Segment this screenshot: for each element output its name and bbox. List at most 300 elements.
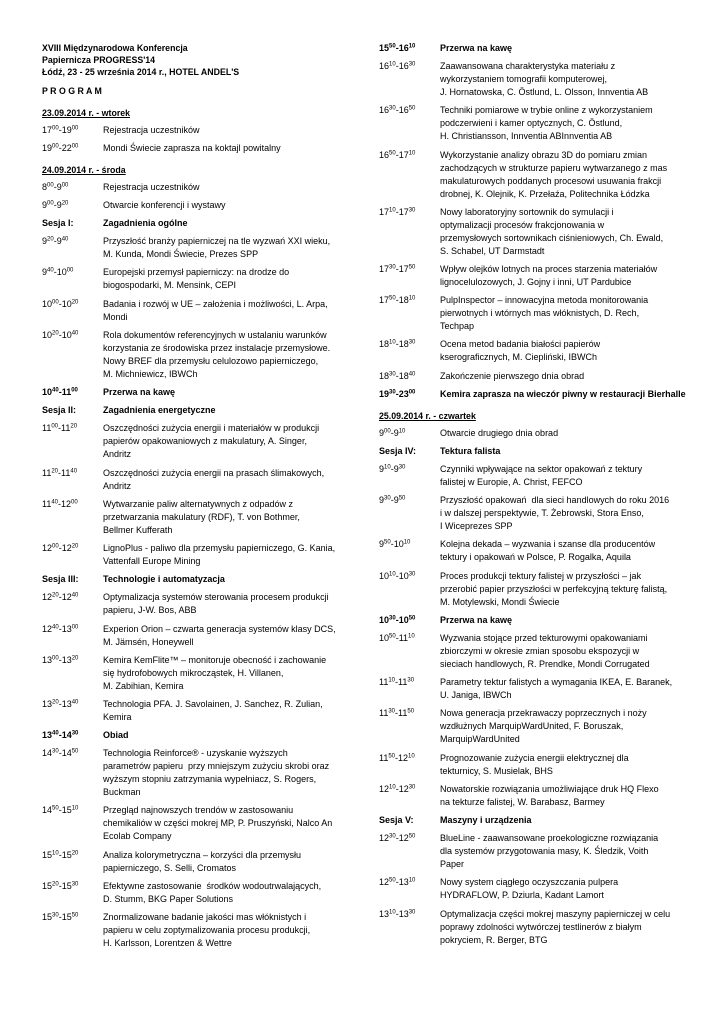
time-end-hour: 13 — [398, 877, 409, 888]
time-start-minute: 00 — [52, 125, 59, 131]
row-time — [379, 752, 440, 765]
time-end-hour: 10 — [56, 267, 67, 278]
time-start-minute: 10 — [389, 571, 396, 578]
row-time — [42, 654, 103, 667]
time-start-hour: 19 — [379, 388, 390, 399]
time-separator: - — [395, 206, 399, 217]
row-description: Parametry tektur falistych a wymagania IKEA, E. Baranek, U. Janiga, IBWCh — [440, 677, 673, 701]
row-description: PulpInspector – innowacyjna metoda monitorowania pierwotnych i wtórnych mas włóknistych, D. Rech, Techpap — [440, 295, 649, 332]
time-start-hour: 11 — [42, 498, 52, 509]
time-end-hour: 17 — [398, 149, 409, 160]
time-separator: - — [58, 730, 62, 741]
row-description: Przerwa na kawę — [103, 387, 176, 397]
time-end-minute: 40 — [71, 592, 79, 599]
row-description: Przyszłość opakowań dla sieci handlowych do roku 2016 i w dalszej perspektywie, T. Żebrowski, Stora Enso, I Wiceprezes SPP — [440, 495, 670, 532]
row-time — [379, 42, 440, 55]
time-start-hour: 11 — [379, 677, 389, 688]
time-separator: - — [58, 592, 62, 603]
row-description: Optymalizacja części mokrej maszyny papierniczej w celu poprawy zdolności wytwórczej testlinerów z białym pokryciem, R. Berger, BTG — [440, 908, 671, 945]
time-end-minute: 40 — [71, 699, 79, 706]
row-description: Europejski przemysł papierniczy: na drodze do biogospodarki, M. Mensink, CEPI — [103, 267, 290, 291]
time-start-minute: 30 — [389, 615, 396, 622]
program-row — [42, 266, 364, 292]
time-separator: - — [395, 370, 399, 381]
time-start-hour: 12 — [379, 833, 390, 844]
row-time — [379, 876, 440, 889]
time-separator: - — [58, 142, 62, 153]
row-description: Oszczędności zużycia energii na prasach ślimakowych, Andritz — [103, 467, 325, 491]
time-separator: - — [395, 295, 399, 306]
time-end-hour: 14 — [61, 748, 72, 759]
time-end-hour: 18 — [398, 295, 409, 306]
time-start-hour: 10 — [42, 387, 53, 397]
row-description: Wytwarzanie paliw alternatywnych z odpadów z przetwarzania makulatury (RDF), T. von Bothmer, Bellmer Kufferath — [103, 498, 300, 535]
time-start-minute: 40 — [52, 624, 59, 630]
program-row — [379, 632, 715, 671]
conference-subtitle: Papiernicza PROGRESS'14 — [42, 55, 156, 65]
time-end-minute: 00 — [408, 389, 416, 396]
row-time — [42, 849, 103, 862]
session-label: Sesja V: — [379, 814, 414, 825]
time-end-minute: 10 — [408, 633, 415, 640]
row-description: Ocena metod badania białości papierów kserograficznych, M. Ciepliński, IBWCh — [440, 339, 601, 363]
highlight-row — [379, 42, 715, 55]
row-description: BlueLine - zaawansowane proekologiczne rozwiązania dla systemów przygotowania masy, K. Śledzik, Voith Paper — [440, 833, 659, 870]
program-row — [379, 707, 715, 746]
time-separator: - — [395, 708, 399, 719]
time-start-minute: 20 — [51, 468, 59, 475]
time-start-minute: 00 — [47, 182, 54, 189]
row-description: Technologia PFA. J. Savolainen, J. Sanchez, R. Zulian, Kemira — [103, 698, 323, 722]
time-end-minute: 50 — [408, 615, 416, 622]
time-separator: - — [53, 181, 57, 192]
right-column — [379, 42, 715, 952]
program-row — [42, 654, 364, 693]
time-separator: - — [58, 329, 62, 340]
row-time — [42, 911, 103, 924]
time-start-hour: 15 — [379, 43, 390, 53]
time-separator: - — [395, 833, 399, 844]
program-row — [42, 422, 364, 461]
time-end-minute: 50 — [398, 495, 406, 502]
time-start-minute: 20 — [52, 592, 59, 599]
program-row — [379, 206, 715, 258]
time-start-minute: 10 — [384, 464, 391, 471]
program-row — [379, 494, 715, 533]
row-time — [379, 494, 440, 507]
program-row — [379, 338, 715, 364]
time-end-minute: 40 — [408, 371, 416, 377]
time-separator: - — [58, 498, 62, 509]
program-row — [42, 623, 364, 649]
time-end-hour: 22 — [61, 142, 72, 153]
time-end-minute: 00 — [61, 182, 69, 189]
time-start-hour: 10 — [379, 614, 390, 625]
time-end-hour: 9 — [56, 236, 62, 247]
row-time — [42, 467, 103, 480]
program-row — [379, 876, 715, 902]
time-separator: - — [395, 149, 399, 160]
row-time — [42, 386, 103, 399]
time-start-hour: 16 — [379, 105, 390, 116]
time-start-minute: 30 — [52, 912, 59, 919]
time-start-hour: 14 — [42, 748, 53, 759]
program-row — [42, 329, 364, 381]
time-start-hour: 9 — [42, 267, 48, 278]
time-end-minute: 00 — [71, 624, 79, 630]
time-start-hour: 13 — [42, 654, 53, 665]
time-end-minute: 20 — [71, 543, 79, 550]
time-start-hour: 16 — [379, 61, 390, 72]
time-end-minute: 10 — [408, 877, 416, 884]
row-description: Czynniki wpływające na sektor opakowań z tektury falistej w Europie, A. Christ, FEFCO — [440, 464, 643, 488]
time-start-minute: 30 — [388, 708, 396, 715]
time-start-minute: 40 — [52, 730, 59, 737]
time-end-minute: 50 — [408, 833, 416, 840]
time-start-minute: 20 — [52, 699, 59, 706]
time-separator: - — [395, 877, 399, 888]
row-time — [42, 698, 103, 711]
row-time — [379, 427, 440, 440]
row-description: Rola dokumentów referencyjnych w ustalaniu warunków korzystania ze środowiska przez instalacje przemysłowe. Nowy BREF dla przemysłu celulozowo papierniczego, M. Michniewicz, IBWCh — [103, 329, 331, 379]
time-start-hour: 17 — [379, 206, 390, 217]
row-time — [42, 142, 103, 155]
row-description: Rejestracja uczestników — [103, 181, 200, 192]
time-end-hour: 9 — [393, 427, 399, 438]
time-separator: - — [390, 464, 394, 475]
time-separator: - — [53, 199, 57, 210]
row-description: Przerwa na kawę — [440, 614, 513, 625]
time-start-minute: 30 — [389, 105, 396, 112]
time-start-minute: 40 — [47, 267, 54, 274]
session-label: Sesja III: — [42, 574, 79, 585]
time-end-minute: 20 — [71, 850, 79, 857]
row-description: Nowy laboratoryjny sortownik do symulacji i optymalizacji procesów frakcjonowania w przemysłowych sortownikach ciśnieniowych, Ch. Ewald, S. Schabel, UT Darmstadt — [440, 206, 664, 256]
time-separator: - — [395, 614, 399, 625]
time-separator: - — [395, 105, 399, 116]
time-end-minute: 10 — [408, 150, 416, 157]
time-start-hour: 17 — [42, 124, 53, 135]
time-end-hour: 10 — [393, 539, 404, 550]
time-separator: - — [58, 654, 62, 665]
row-description: Badania i rozwój w UE – założenia i możliwości, L. Arpa, Mondi — [103, 298, 328, 322]
time-separator: - — [58, 849, 62, 860]
conference-venue: Łódź, 23 - 25 września 2014 r., HOTEL ANDEL'S — [42, 67, 240, 77]
row-description: Nowa generacja przekrawaczy poprzecznych i noży wzdłużnych MarquipWardUnited, F. Boruszak, MarquipWardUnited — [440, 708, 647, 745]
time-start-minute: 10 — [389, 909, 396, 915]
time-end-minute: 10 — [398, 428, 406, 435]
row-time — [42, 880, 103, 893]
row-time — [42, 235, 103, 248]
session-title: Zagadnienia energetyczne — [103, 405, 216, 416]
time-end-hour: 13 — [61, 623, 72, 634]
time-end-hour: 11 — [61, 387, 72, 397]
program-row — [379, 104, 715, 143]
program-row — [379, 149, 715, 201]
session-label: Sesja II: — [42, 405, 77, 416]
row-description: Wpływ olejków lotnych na proces starzenia materiałów lignocelulozowych, J. Gojny i inni, UT Pardubice — [440, 263, 658, 287]
row-description: Kemira KemFlite™ – monitoruje obecność i zachowanie się hydrofobowych mikrocząstek, H. Villanen, M. Zabihian, Kemira — [103, 654, 327, 691]
time-end-hour: 9 — [393, 495, 399, 506]
row-description: Zakończenie pierwszego dnia obrad — [440, 370, 585, 381]
time-start-minute: 50 — [389, 150, 396, 157]
program-row — [42, 747, 364, 799]
time-end-hour: 12 — [398, 752, 409, 763]
time-separator: - — [395, 677, 399, 688]
time-end-minute: 30 — [407, 677, 415, 684]
time-start-minute: 50 — [389, 877, 396, 884]
program-row — [42, 542, 364, 568]
time-end-hour: 13 — [398, 908, 409, 919]
time-start-hour: 17 — [379, 263, 390, 274]
time-end-hour: 11 — [398, 677, 408, 688]
time-start-hour: 10 — [379, 633, 390, 643]
time-start-hour: 19 — [42, 142, 53, 153]
row-time — [42, 124, 103, 137]
time-start-minute: 30 — [389, 371, 396, 377]
row-time — [379, 908, 440, 921]
program-row — [379, 908, 715, 947]
time-start-minute: 00 — [51, 423, 59, 430]
highlight-row — [42, 729, 364, 742]
time-end-hour: 12 — [61, 592, 72, 603]
row-time — [379, 570, 440, 583]
session-title: Zagadnienia ogólne — [103, 218, 188, 229]
program-row — [42, 591, 364, 617]
time-start-hour: 9 — [379, 495, 385, 506]
row-description: Kolejna dekada – wyzwania i szanse dla producentów tektury i opakowań w Polsce, P. Rogalka, Aquila — [440, 539, 656, 563]
time-end-hour: 17 — [398, 206, 409, 217]
time-end-minute: 50 — [408, 264, 416, 271]
time-start-minute: 00 — [52, 655, 59, 662]
row-time — [42, 747, 103, 760]
program-row — [42, 698, 364, 724]
row-time — [42, 422, 103, 435]
row-description: Wykorzystanie analizy obrazu 3D do pomiaru zmian zachodzących w strukturze papieru wytwarzanego z mas makulaturowych poddanych procesowi usuwania frakcji drobnej, K. Olejnik, K. Przełaźa, Politechnika Łódzka — [440, 149, 668, 199]
time-start-minute: 30 — [52, 748, 59, 755]
time-separator: - — [390, 539, 394, 550]
program-row — [379, 263, 715, 289]
time-separator: - — [395, 570, 399, 581]
time-start-hour: 9 — [379, 464, 385, 475]
row-description: Wyzwania stojące przed tekturowymi opakowaniami zbiorczymi w okresie zmian sposobu ekspozycji w sieciach handlowych, R. Prendke, Mondi Corrugated — [440, 633, 650, 669]
row-time — [379, 832, 440, 845]
time-start-minute: 40 — [51, 499, 59, 506]
time-end-hour: 12 — [61, 498, 72, 509]
time-end-minute: 40 — [71, 330, 79, 337]
time-start-minute: 20 — [52, 881, 59, 888]
row-time — [379, 149, 440, 162]
row-time — [379, 676, 440, 689]
row-time — [42, 298, 103, 311]
time-separator: - — [395, 388, 399, 399]
time-end-minute: 30 — [408, 784, 416, 791]
time-end-minute: 30 — [408, 909, 416, 915]
program-row — [379, 294, 715, 333]
time-start-minute: 50 — [389, 43, 396, 50]
session-row — [379, 814, 715, 827]
time-end-hour: 13 — [61, 698, 72, 709]
time-separator: - — [395, 633, 399, 643]
time-start-minute: 30 — [389, 833, 396, 840]
time-separator: - — [58, 805, 62, 816]
row-description: Nowatorskie rozwiązania umożliwiające druk HQ Flexo na tekturze falistej, W. Barabasz, Barmey — [440, 783, 659, 807]
row-description: Otwarcie konferencji i wystawy — [103, 199, 226, 210]
time-end-hour: 12 — [398, 833, 409, 844]
row-description: Techniki pomiarowe w trybie online z wykorzystaniem podczerwieni i kamer optycznych, C. Östlund, H. Christiansson, Innventia ABInnventia AB — [440, 105, 653, 142]
time-separator: - — [58, 298, 62, 309]
session-row — [42, 573, 364, 586]
time-separator: - — [395, 908, 399, 919]
day-header: 24.09.2014 r. - środa — [42, 164, 126, 175]
time-end-minute: 10 — [408, 753, 415, 760]
time-end-hour: 9 — [393, 464, 399, 475]
highlight-row — [379, 388, 715, 401]
row-description: Prognozowanie zużycia energii elektrycznej dla tekturnicy, S. Musielak, BHS — [440, 752, 629, 776]
row-time — [379, 338, 440, 351]
time-end-minute: 30 — [71, 881, 79, 888]
time-start-hour: 13 — [379, 908, 390, 919]
time-end-minute: 20 — [70, 423, 78, 430]
time-end-minute: 20 — [71, 299, 79, 306]
time-separator: - — [58, 387, 62, 397]
row-time — [379, 263, 440, 276]
program-row — [379, 427, 715, 440]
row-time — [379, 614, 440, 627]
row-time — [379, 632, 440, 645]
time-separator: - — [58, 423, 62, 434]
program-row — [379, 676, 715, 702]
time-end-minute: 20 — [71, 655, 79, 662]
program-row — [379, 570, 715, 609]
time-start-hour: 11 — [42, 467, 52, 478]
time-end-minute: 30 — [408, 61, 416, 68]
time-end-minute: 50 — [71, 912, 79, 919]
session-row — [42, 217, 364, 230]
time-separator: - — [58, 623, 62, 634]
day-header: 25.09.2014 r. - czwartek — [379, 410, 476, 421]
time-end-minute: 00 — [71, 125, 79, 131]
time-start-hour: 18 — [379, 370, 390, 381]
program-row — [379, 60, 715, 99]
time-end-hour: 11 — [398, 708, 408, 719]
time-end-hour: 11 — [61, 423, 71, 434]
time-start-hour: 16 — [379, 149, 390, 160]
time-end-minute: 00 — [66, 267, 74, 274]
time-end-hour: 15 — [61, 880, 72, 891]
row-time — [42, 181, 103, 194]
program-row — [42, 142, 364, 155]
time-end-hour: 19 — [61, 124, 72, 135]
time-end-minute: 00 — [71, 387, 78, 394]
time-start-hour: 12 — [379, 877, 390, 888]
time-end-hour: 11 — [398, 633, 409, 643]
time-start-hour: 10 — [42, 329, 53, 340]
row-description: Oszczędności zużycia energii i materiałów w produkcji papierów opakowaniowych z makulatury, A. Singer, Andritz — [103, 423, 320, 460]
time-end-minute: 10 — [71, 805, 79, 812]
time-start-hour: 11 — [379, 708, 389, 719]
time-end-minute: 20 — [61, 200, 69, 207]
time-end-minute: 50 — [408, 105, 416, 112]
row-time — [379, 104, 440, 117]
time-end-minute: 10 — [408, 295, 416, 302]
time-end-hour: 23 — [398, 388, 409, 399]
time-start-hour: 9 — [379, 539, 385, 550]
time-end-hour: 12 — [398, 783, 409, 794]
time-start-minute: 50 — [389, 633, 396, 640]
time-start-hour: 13 — [42, 730, 53, 741]
session-row — [42, 404, 364, 417]
program-row — [42, 880, 364, 906]
row-description: Experion Orion – czwarta generacja systemów klasy DCS, M. Jämsén, Honeywell — [103, 623, 336, 647]
row-time — [379, 707, 440, 720]
row-time — [379, 783, 440, 796]
row-description: Analiza kolorymetryczna – korzyści dla przemysłu papierniczego, S. Selli, Cromatos — [103, 849, 302, 873]
time-start-minute: 10 — [388, 677, 396, 684]
time-start-minute: 50 — [388, 753, 396, 760]
program-row — [379, 538, 715, 564]
time-end-hour: 10 — [398, 614, 409, 625]
time-start-hour: 15 — [42, 849, 53, 860]
program-row — [379, 370, 715, 383]
session-title: Tektura falista — [440, 445, 501, 456]
time-end-hour: 16 — [398, 105, 409, 116]
time-end-hour: 11 — [61, 467, 71, 478]
session-title: Maszyny i urządzenia — [440, 814, 532, 825]
row-time — [42, 623, 103, 636]
session-row — [379, 445, 715, 458]
time-start-hour: 15 — [42, 880, 53, 891]
time-start-minute: 30 — [389, 389, 396, 396]
time-end-minute: 30 — [398, 464, 406, 471]
highlight-row — [42, 386, 364, 399]
row-description: Znormalizowane badanie jakości mas włóknistych i papieru w celu zoptymalizowania procesu produkcji, H. Karlsson, Lorentzen & Wettre — [103, 912, 311, 948]
row-description: Technologia Reinforce® - uzyskanie wyższych parametrów papieru przy mniejszym zużyciu skrobi oraz wyższym stopniu zatrzymania wypełniacz, S. Rogers, Buckman — [103, 748, 330, 798]
time-end-minute: 10 — [403, 539, 411, 546]
row-time — [42, 266, 103, 279]
row-description: Przegląd najnowszych trendów w zastosowaniu chemikaliów w części mokrej MP, P. Pruszyński, Nalco An Ecolab Company — [103, 805, 333, 842]
program-heading: P R O G R A M — [42, 85, 102, 96]
time-separator: - — [58, 912, 62, 922]
time-separator: - — [395, 752, 399, 763]
time-start-minute: 10 — [389, 61, 396, 68]
row-description: LignoPlus - paliwo dla przemysłu papierniczego, G. Kania, Vattenfall Europe Mining — [103, 542, 336, 566]
program-row — [42, 498, 364, 537]
time-start-minute: 00 — [52, 299, 59, 306]
program-row — [379, 752, 715, 778]
session-label: Sesja I: — [42, 218, 74, 229]
program-row — [42, 467, 364, 493]
time-end-minute: 30 — [71, 730, 79, 737]
time-start-hour: 17 — [379, 295, 390, 306]
time-separator: - — [395, 61, 399, 72]
row-description: Nowy system ciągłego oczyszczania pulpera HYDRAFLOW, P. Dziurla, Kadant Lamort — [440, 877, 619, 901]
time-separator: - — [58, 542, 62, 553]
row-time — [379, 388, 440, 401]
row-time — [379, 463, 440, 476]
time-start-minute: 00 — [47, 200, 54, 207]
time-start-hour: 18 — [379, 339, 390, 350]
time-end-hour: 9 — [56, 199, 62, 210]
time-start-minute: 50 — [52, 805, 59, 812]
time-separator: - — [58, 880, 62, 891]
program-row — [42, 911, 364, 950]
time-separator: - — [58, 124, 62, 135]
row-time — [42, 804, 103, 817]
time-end-hour: 12 — [61, 542, 72, 553]
highlight-row — [379, 614, 715, 627]
row-time — [42, 329, 103, 342]
